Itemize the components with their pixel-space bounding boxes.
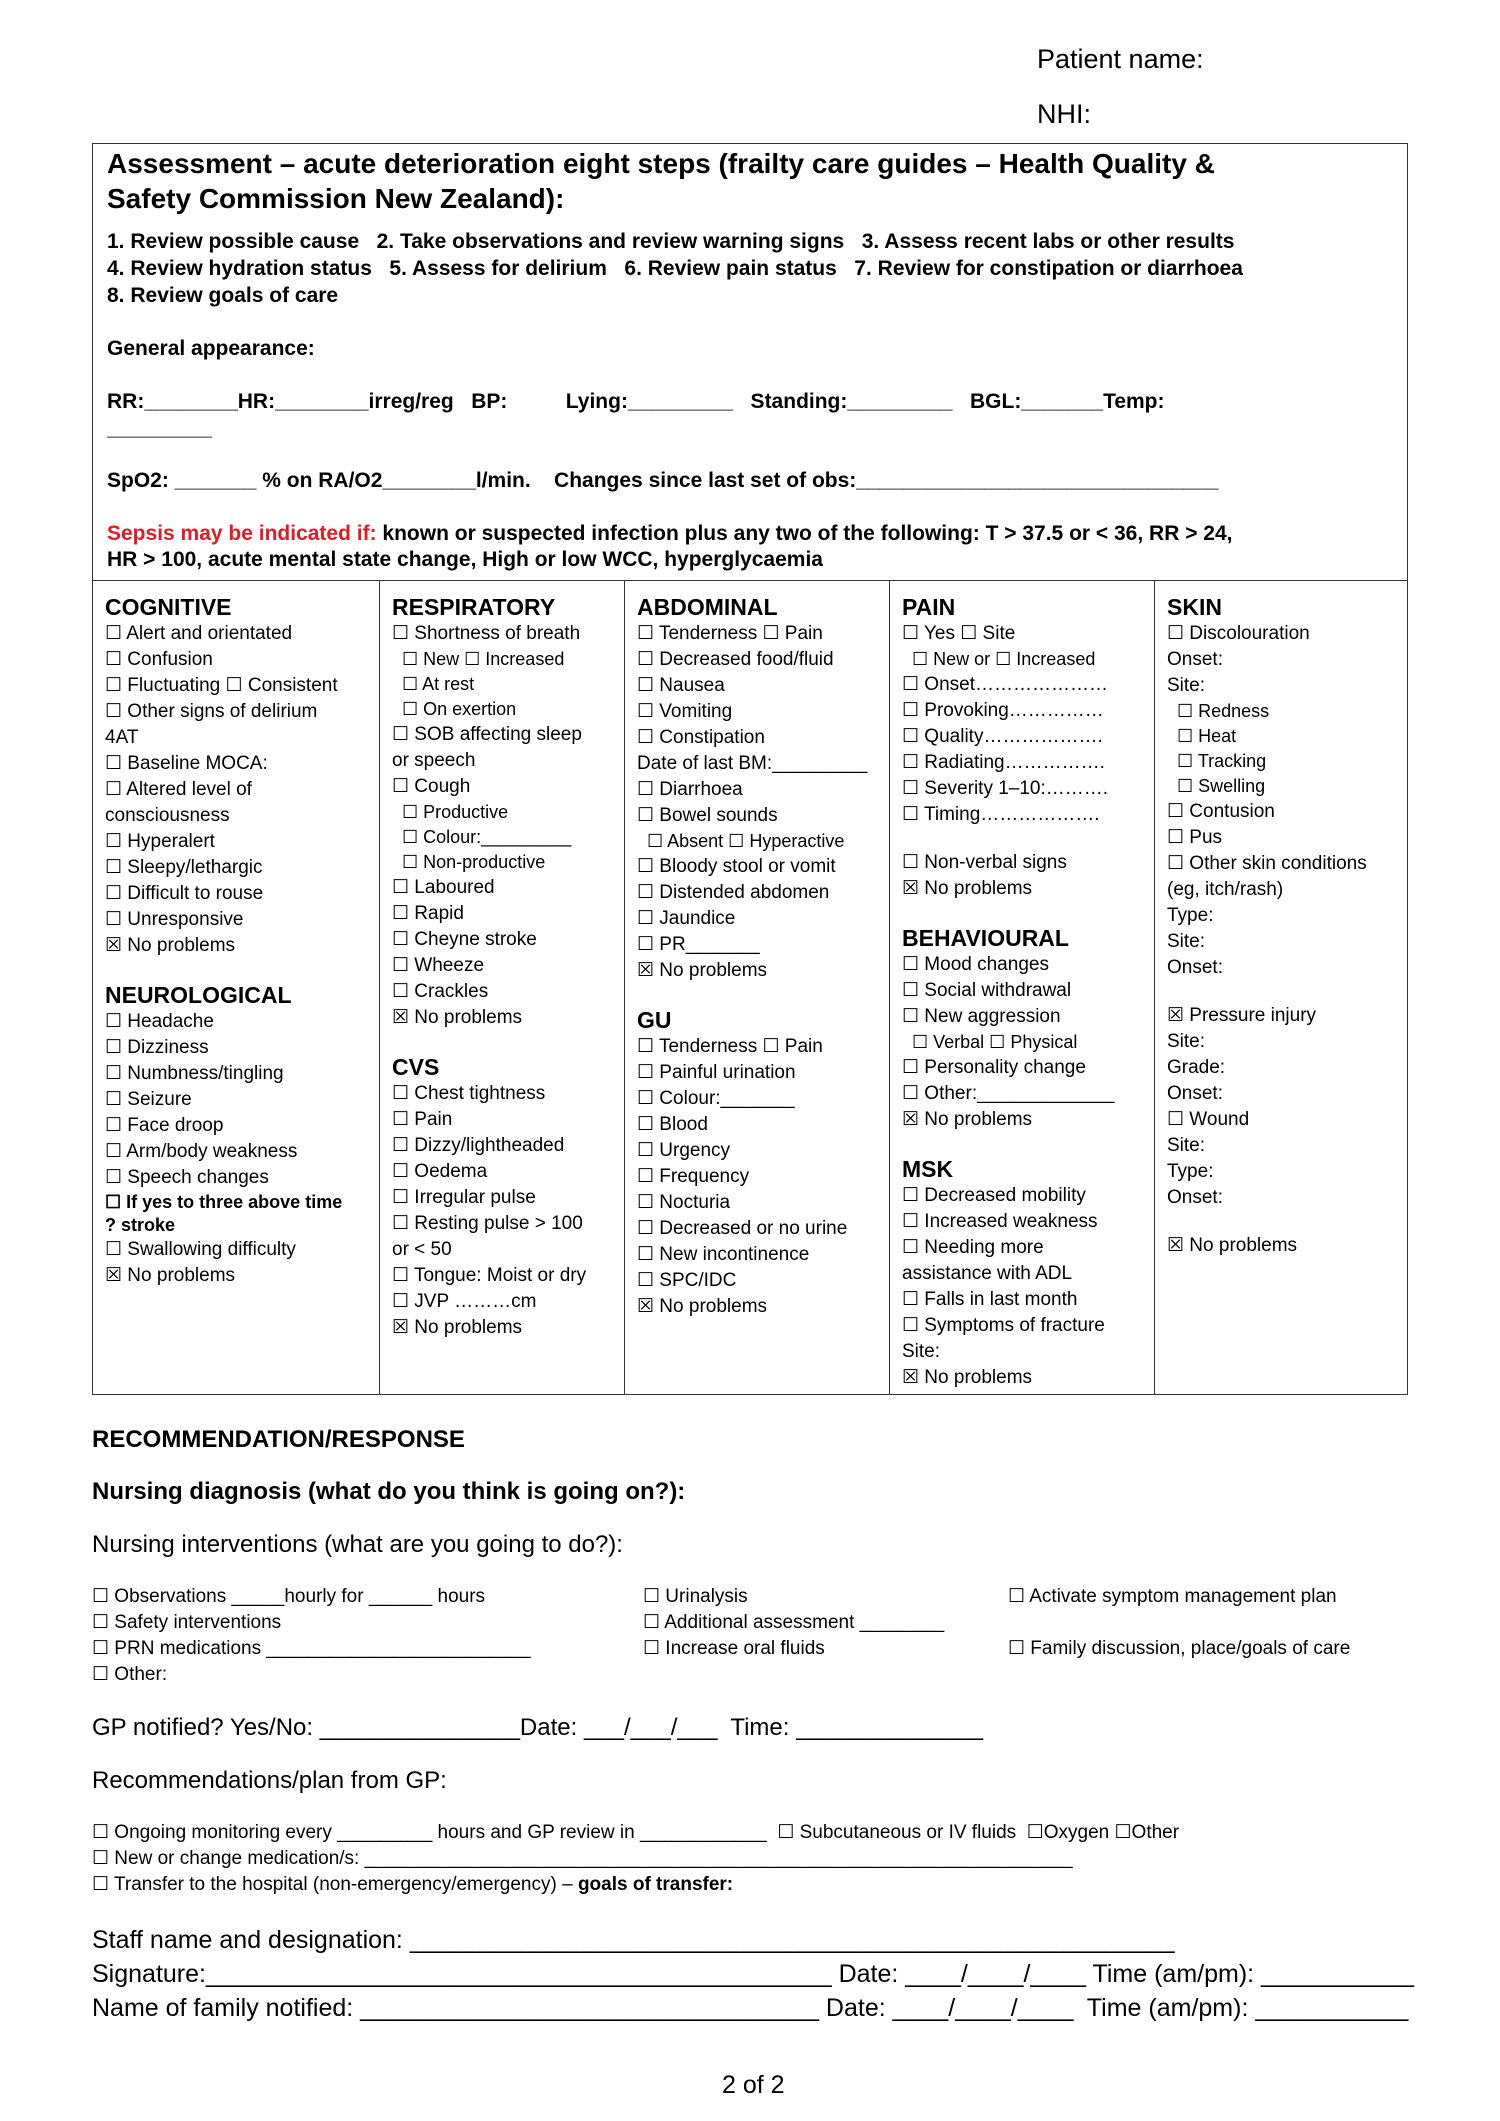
- intervention-urinalysis[interactable]: ☐ Urinalysis: [643, 1586, 748, 1607]
- checkbox-item[interactable]: ☐ Decreased mobility: [902, 1185, 1086, 1206]
- section-heading: CVS: [392, 1054, 440, 1080]
- checkbox-item[interactable]: ☐ Cheyne stroke: [392, 929, 537, 950]
- checkbox-item[interactable]: ☐ Seizure: [105, 1089, 192, 1110]
- field-label: Site:: [1167, 931, 1206, 952]
- checkbox-item[interactable]: ☒ No problems: [637, 1296, 768, 1317]
- field-label: ? stroke: [105, 1215, 176, 1235]
- checkbox-item[interactable]: ☐ Altered level of: [105, 779, 252, 800]
- checkbox-item[interactable]: ☐ Productive: [402, 802, 509, 822]
- checkbox-item[interactable]: ☐ Laboured: [392, 877, 495, 898]
- checkbox-item[interactable]: ☐ Face droop: [105, 1115, 224, 1136]
- checkbox-item[interactable]: ☐ Chest tightness: [392, 1083, 546, 1104]
- checkbox-item[interactable]: ☐ Blood: [637, 1114, 708, 1135]
- gp-plan-transfer[interactable]: [92, 1873, 733, 1896]
- column-pain-behavioural-msk: [890, 581, 1155, 1394]
- checkbox-item[interactable]: ☐ Distended abdomen: [637, 882, 830, 903]
- checkbox-item[interactable]: ☐ Increased weakness: [902, 1211, 1098, 1232]
- checkbox-item[interactable]: ☐ Other:_____________: [902, 1083, 1115, 1104]
- section-heading: BEHAVIOURAL: [902, 925, 1069, 951]
- checkbox-item[interactable]: ☐ Tenderness ☐ Pain: [637, 623, 823, 644]
- checkbox-item[interactable]: ☒ No problems: [392, 1317, 523, 1338]
- checkbox-item[interactable]: ☐ Wound: [1167, 1109, 1250, 1130]
- checkbox-item[interactable]: ☐ Irregular pulse: [392, 1187, 536, 1208]
- intervention-oral-fluids[interactable]: ☐ Increase oral fluids: [643, 1638, 825, 1659]
- sepsis-line1: [107, 522, 1233, 546]
- checkbox-item[interactable]: ☐ Timing……………….: [902, 804, 1100, 825]
- checkbox-item[interactable]: ☐ Yes ☐ Site: [902, 623, 1016, 644]
- section-spacer: [902, 828, 1146, 850]
- field-label: Site:: [902, 1341, 941, 1362]
- section-heading: COGNITIVE: [105, 594, 232, 620]
- sepsis-warning-label: Sepsis may be indicated if:: [107, 522, 377, 545]
- checkbox-item[interactable]: ☐ Fluctuating ☐ Consistent: [105, 675, 338, 696]
- checkbox-item[interactable]: ☐ Tenderness ☐ Pain: [637, 1036, 823, 1057]
- checkbox-item[interactable]: ☐ Bloody stool or vomit: [637, 856, 836, 877]
- field-label: Grade:: [1167, 1057, 1226, 1078]
- checkbox-item[interactable]: ☐ SOB affecting sleep: [392, 724, 582, 745]
- checkbox-item[interactable]: ☒ No problems: [902, 1367, 1033, 1388]
- checkbox-item[interactable]: ☒ No problems: [105, 1265, 236, 1286]
- checkbox-item[interactable]: ☐ Mood changes: [902, 954, 1049, 975]
- staff-name-line[interactable]: Staff name and designation: _______________________________________________________: [92, 1926, 1175, 1954]
- checkbox-item[interactable]: ☐ Dizziness: [105, 1037, 209, 1058]
- field-label: Site:: [1167, 1031, 1206, 1052]
- checkbox-item[interactable]: ☐ Discolouration: [1167, 623, 1310, 644]
- section-heading: GU: [637, 1007, 672, 1033]
- observations-line1-continued: _________: [107, 417, 213, 440]
- section-heading: NEUROLOGICAL: [105, 982, 292, 1008]
- checkbox-item[interactable]: ☐ New incontinence: [637, 1244, 810, 1265]
- checkbox-item[interactable]: ☐ Baseline MOCA:: [105, 753, 268, 774]
- intervention-symptom-plan[interactable]: ☐ Activate symptom management plan: [1008, 1586, 1337, 1607]
- section-spacer: [105, 959, 371, 981]
- checkbox-item[interactable]: ☐ New or ☐ Increased: [912, 649, 1096, 669]
- checkbox-item[interactable]: ☐ Frequency: [637, 1166, 750, 1187]
- checkbox-item[interactable]: ☐ Quality……………….: [902, 726, 1103, 747]
- field-label: or speech: [392, 750, 476, 771]
- checkbox-item[interactable]: ☐ Diarrhoea: [637, 779, 743, 800]
- checkbox-item[interactable]: ☒ No problems: [902, 878, 1033, 899]
- checkbox-item[interactable]: ☐ Numbness/tingling: [105, 1063, 284, 1084]
- checkbox-item[interactable]: ☐ Radiating…………….: [902, 752, 1105, 773]
- checkbox-item[interactable]: ☐ If yes to three above time: [105, 1192, 343, 1212]
- checkbox-item[interactable]: ☐ Bowel sounds: [637, 805, 778, 826]
- nursing-diagnosis-label: Nursing diagnosis (what do you think is going on?):: [92, 1478, 686, 1505]
- checkbox-item[interactable]: ☐ SPC/IDC: [637, 1270, 737, 1291]
- checkbox-item[interactable]: ☐ Resting pulse > 100: [392, 1213, 583, 1234]
- assessment-title-line1: Assessment – acute deterioration eight steps (frailty care guides – Health Quality &: [107, 148, 1215, 179]
- checkbox-item[interactable]: ☐ Jaundice: [637, 908, 736, 929]
- field-label: Onset:: [1167, 649, 1223, 670]
- section-heading: PAIN: [902, 594, 956, 620]
- checkbox-item[interactable]: ☐ Crackles: [392, 981, 489, 1002]
- checkbox-item[interactable]: ☐ Personality change: [902, 1057, 1086, 1078]
- checkbox-item[interactable]: ☐ On exertion: [402, 699, 517, 719]
- gp-plan-monitoring[interactable]: ☐ Ongoing monitoring every _________ hours and GP review in ____________ ☐ Subcutaneous or IV fluids ☐Oxygen ☐Other: [92, 1822, 1180, 1843]
- checkbox-item[interactable]: ☐ Colour:_______: [637, 1088, 795, 1109]
- checkbox-item[interactable]: ☐ At rest: [402, 674, 475, 694]
- observations-line2: SpO2: _______ % on RA/O2________l/min. Changes since last set of obs:_______________________________: [107, 469, 1219, 492]
- section-spacer: [637, 984, 881, 1006]
- gp-recommendations-label: Recommendations/plan from GP:: [92, 1767, 447, 1794]
- field-label: assistance with ADL: [902, 1263, 1073, 1284]
- steps-line1: 1. Review possible cause 2. Take observations and review warning signs 3. Assess recent labs or other results: [107, 230, 1235, 253]
- checkbox-item[interactable]: ☐ Hyperalert: [105, 831, 215, 852]
- checkbox-item[interactable]: ☐ Urgency: [637, 1140, 731, 1161]
- checkbox-item[interactable]: ☐ Needing more: [902, 1237, 1044, 1258]
- steps-line2: 4. Review hydration status 5. Assess for delirium 6. Review pain status 7. Review for constipation or diarrhoea: [107, 257, 1243, 280]
- column-abdominal-gu: [625, 581, 890, 1394]
- checkbox-item[interactable]: ☐ Decreased food/fluid: [637, 649, 834, 670]
- checkbox-item[interactable]: ☐ Heat: [1177, 726, 1237, 746]
- section-spacer: [1167, 1211, 1399, 1233]
- checkbox-item[interactable]: ☐ Difficult to rouse: [105, 883, 264, 904]
- intervention-family-discussion[interactable]: ☐ Family discussion, place/goals of care: [1008, 1638, 1351, 1659]
- checkbox-item[interactable]: ☐ Provoking……………: [902, 700, 1104, 721]
- section-heading: ABDOMINAL: [637, 594, 778, 620]
- checkbox-item[interactable]: ☐ New ☐ Increased: [402, 649, 565, 669]
- checkbox-item[interactable]: ☒ No problems: [637, 960, 768, 981]
- column-cognitive-neurological: [93, 581, 380, 1394]
- section-spacer: [902, 902, 1146, 924]
- assessment-header-section: [93, 144, 1407, 581]
- family-notified-line[interactable]: Name of family notified: _________________________________ Date: ____/____/____ Time (am/pm): ___________: [92, 1994, 1409, 2022]
- checkbox-item[interactable]: ☐ Pus: [1167, 827, 1223, 848]
- checkbox-item[interactable]: ☐ Oedema: [392, 1161, 488, 1182]
- checkbox-item[interactable]: ☐ Verbal ☐ Physical: [912, 1032, 1078, 1052]
- steps-line3: 8. Review goals of care: [107, 284, 339, 307]
- section-heading: SKIN: [1167, 594, 1222, 620]
- checkbox-item[interactable]: ☐ Arm/body weakness: [105, 1141, 298, 1162]
- field-label: Site:: [1167, 675, 1206, 696]
- signature-line[interactable]: Signature:_____________________________________________ Date: ____/____/____ Time (am/pm): ___________: [92, 1960, 1414, 1988]
- checkbox-item[interactable]: ☐ Nausea: [637, 675, 725, 696]
- checkbox-item[interactable]: ☐ Other signs of delirium: [105, 701, 318, 722]
- section-spacer: [1167, 981, 1399, 1003]
- checkbox-item[interactable]: ☒ Pressure injury: [1167, 1005, 1317, 1026]
- intervention-observations[interactable]: ☐ Observations _____hourly for ______ hours: [92, 1586, 486, 1607]
- checkbox-item[interactable]: ☐ Severity 1–10:……….: [902, 778, 1109, 799]
- checkbox-item[interactable]: ☒ No problems: [105, 935, 236, 956]
- checkbox-item[interactable]: ☐ Non-productive: [402, 852, 546, 872]
- section-spacer: [392, 1031, 616, 1053]
- checkbox-item[interactable]: ☐ Unresponsive: [105, 909, 244, 930]
- checkbox-item[interactable]: ☐ Shortness of breath: [392, 623, 581, 644]
- checkbox-item[interactable]: ☒ No problems: [1167, 1235, 1298, 1256]
- gp-plan-transfer-text: ☐ Transfer to the hospital (non-emergency/emergency) –: [92, 1874, 578, 1895]
- checkbox-item[interactable]: ☐ PR_______: [637, 934, 760, 955]
- checkbox-item[interactable]: ☐ Dizzy/lightheaded: [392, 1135, 565, 1156]
- section-spacer: [902, 1133, 1146, 1155]
- checkbox-item[interactable]: ☐ Sleepy/lethargic: [105, 857, 263, 878]
- intervention-prn-medications[interactable]: ☐ PRN medications _________________________: [92, 1638, 531, 1659]
- patient-name-label: Patient name:: [1037, 44, 1204, 74]
- checkbox-item[interactable]: ☐ Headache: [105, 1011, 214, 1032]
- checkbox-item[interactable]: ☐ Social withdrawal: [902, 980, 1072, 1001]
- checkbox-item[interactable]: ☐ Alert and orientated: [105, 623, 293, 644]
- field-label: Onset:: [1167, 1083, 1223, 1104]
- recommendation-heading: RECOMMENDATION/RESPONSE: [92, 1426, 465, 1453]
- page-number: 2 of 2: [722, 2071, 785, 2099]
- nursing-interventions-label: Nursing interventions (what are you going to do?):: [92, 1531, 623, 1558]
- observations-line1: RR:________HR:________irreg/reg BP: Lying:_________ Standing:_________ BGL:_______Temp:: [107, 390, 1165, 413]
- checkbox-item[interactable]: ☐ Contusion: [1167, 801, 1275, 822]
- checkbox-item[interactable]: ☐ Confusion: [105, 649, 213, 670]
- checkbox-item[interactable]: ☐ Speech changes: [105, 1167, 269, 1188]
- field-label: Site:: [1167, 1135, 1206, 1156]
- checkbox-item[interactable]: ☐ Rapid: [392, 903, 464, 924]
- checkbox-item[interactable]: ☐ Tongue: Moist or dry: [392, 1265, 587, 1286]
- intervention-additional-assessment[interactable]: ☐ Additional assessment ________: [643, 1612, 945, 1633]
- checkbox-item[interactable]: ☒ No problems: [902, 1109, 1033, 1130]
- field-label: Onset:: [1167, 1187, 1223, 1208]
- checkbox-item[interactable]: ☐ Onset…………………: [902, 674, 1109, 695]
- checkbox-item[interactable]: ☐ Constipation: [637, 727, 765, 748]
- section-heading: RESPIRATORY: [392, 594, 556, 620]
- sepsis-criteria-text: known or suspected infection plus any two of the following: T > 37.5 or < 36, RR > 24,: [376, 522, 1233, 545]
- checkbox-item[interactable]: ☐ Redness: [1177, 701, 1270, 721]
- column-respiratory-cvs: [380, 581, 625, 1394]
- checkbox-item[interactable]: ☐ Decreased or no urine: [637, 1218, 848, 1239]
- checkbox-item[interactable]: ☐ Vomiting: [637, 701, 733, 722]
- field-label: Type:: [1167, 1161, 1214, 1182]
- assessment-title-line2: Safety Commission New Zealand):: [107, 183, 565, 214]
- intervention-other[interactable]: ☐ Other:: [92, 1664, 168, 1685]
- checkbox-item[interactable]: ☐ Nocturia: [637, 1192, 731, 1213]
- field-label: Onset:: [1167, 957, 1223, 978]
- field-label: (eg, itch/rash): [1167, 879, 1284, 900]
- checkbox-item[interactable]: ☐ Symptoms of fracture: [902, 1315, 1105, 1336]
- gp-notified-line[interactable]: GP notified? Yes/No: _______________Date: ___/___/___ Time: ______________: [92, 1714, 983, 1741]
- checkbox-item[interactable]: ☐ Swelling: [1177, 776, 1266, 796]
- field-label: consciousness: [105, 805, 230, 826]
- checkbox-item[interactable]: ☐ Absent ☐ Hyperactive: [647, 831, 845, 851]
- checkbox-item[interactable]: ☐ JVP ………cm: [392, 1291, 537, 1312]
- intervention-safety[interactable]: ☐ Safety interventions: [92, 1612, 282, 1633]
- checkbox-item[interactable]: ☐ Pain: [392, 1109, 453, 1130]
- sepsis-line2: HR > 100, acute mental state change, High or low WCC, hyperglycaemia: [107, 548, 823, 571]
- general-appearance-label: General appearance:: [107, 337, 315, 360]
- goals-of-transfer-label: goals of transfer:: [577, 1874, 734, 1895]
- field-label: Type:: [1167, 905, 1214, 926]
- checkbox-item[interactable]: ☐ Wheeze: [392, 955, 485, 976]
- checkbox-item[interactable]: ☐ Falls in last month: [902, 1289, 1078, 1310]
- field-label: 4AT: [105, 727, 139, 748]
- checkbox-item[interactable]: ☐ Swallowing difficulty: [105, 1239, 296, 1260]
- column-skin: [1155, 581, 1407, 1394]
- checkbox-item[interactable]: ☐ Colour:_________: [402, 827, 572, 847]
- checkbox-item[interactable]: ☐ New aggression: [902, 1006, 1061, 1027]
- checkbox-item[interactable]: ☐ Painful urination: [637, 1062, 796, 1083]
- assessment-box: [92, 143, 1408, 1395]
- checkbox-item[interactable]: ☐ Non-verbal signs: [902, 852, 1067, 873]
- checkbox-item[interactable]: ☐ Cough: [392, 776, 471, 797]
- section-heading: MSK: [902, 1156, 954, 1182]
- field-label: Date of last BM:_________: [637, 753, 868, 774]
- checkbox-item[interactable]: ☐ Tracking: [1177, 751, 1267, 771]
- checkbox-item[interactable]: ☒ No problems: [392, 1007, 523, 1028]
- gp-plan-medication[interactable]: ☐ New or change medication/s: ___________________________________________________________________: [92, 1848, 1073, 1869]
- field-label: or < 50: [392, 1239, 452, 1260]
- checkbox-item[interactable]: ☐ Other skin conditions: [1167, 853, 1367, 874]
- nhi-label: NHI:: [1037, 99, 1091, 129]
